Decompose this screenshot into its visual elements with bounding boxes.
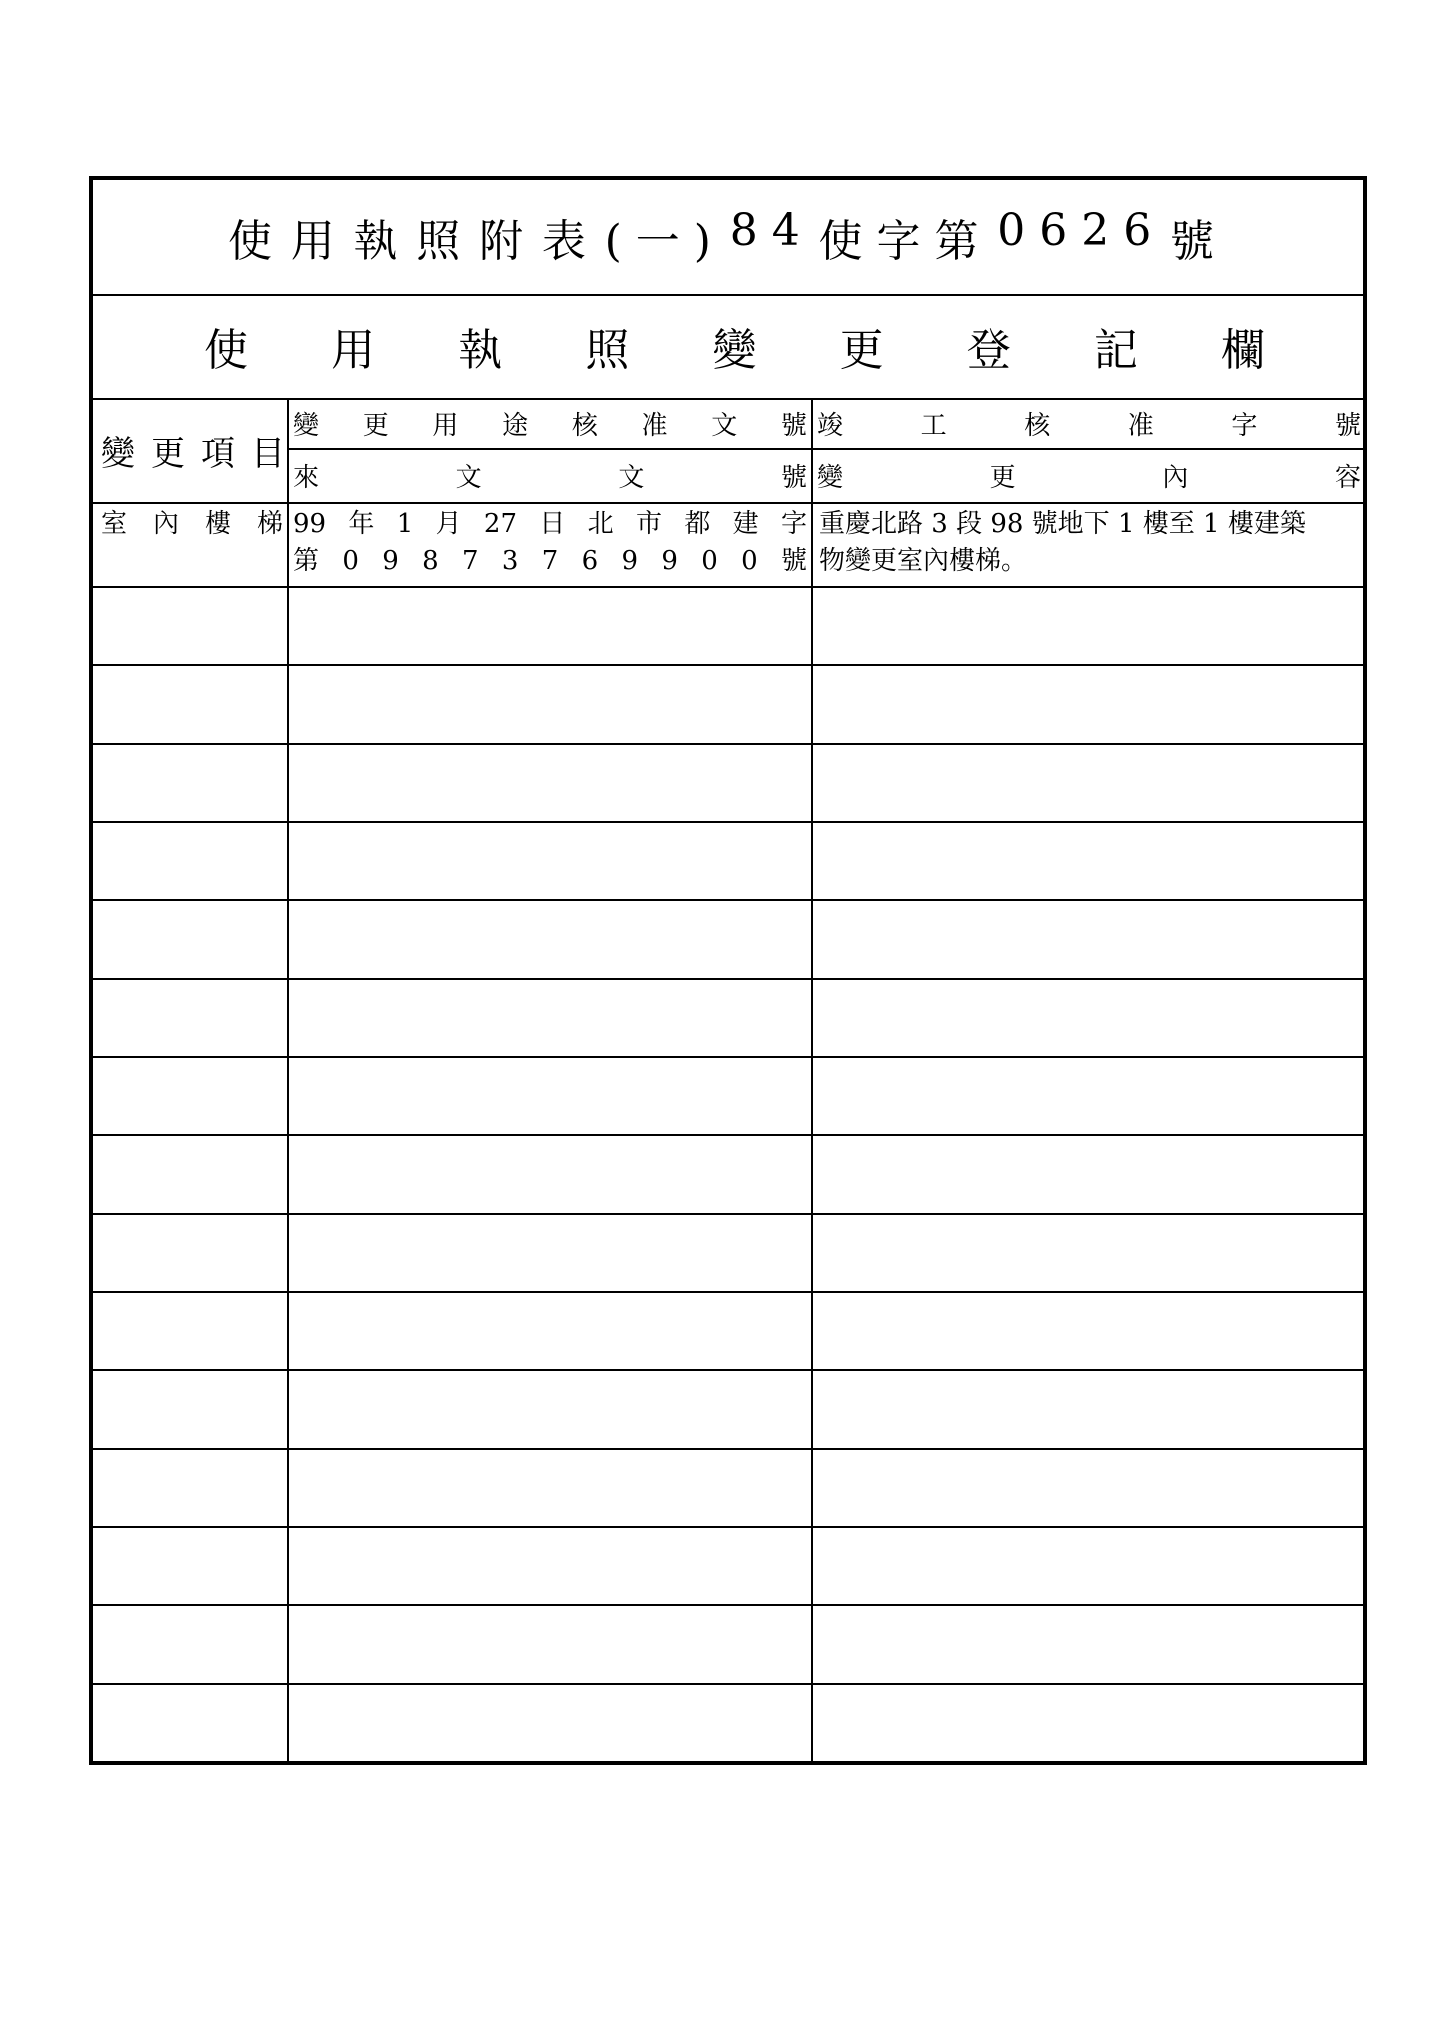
title-char: 附 xyxy=(479,216,538,267)
entry-char: 內 xyxy=(152,509,179,539)
header-completion-no xyxy=(813,398,1365,448)
entry-char: 27 xyxy=(483,509,518,539)
title-char: 表 xyxy=(541,216,600,267)
header-char: 更 xyxy=(362,410,389,441)
subtitle-char: 記 xyxy=(1093,325,1138,376)
header-char: 文 xyxy=(711,410,738,441)
entry-char: 6 xyxy=(581,546,599,576)
subtitle-char: 用 xyxy=(331,325,376,376)
entry-char: 樓 xyxy=(204,509,231,539)
title-char: 使字第 xyxy=(818,216,993,267)
header-char: 工 xyxy=(920,410,947,441)
entry-char: 9 xyxy=(661,546,678,576)
content-line-1: 重慶北路 3 段 98 號地下 1 樓至 1 樓建築 xyxy=(819,509,1306,539)
grid-line xyxy=(93,1448,1367,1450)
subtitle-char: 欄 xyxy=(1221,325,1265,376)
grid-line xyxy=(93,1213,1367,1215)
subtitle-char: 更 xyxy=(839,325,884,376)
entry-char: 號 xyxy=(780,546,807,576)
grid-line xyxy=(93,1369,1367,1371)
header-char: 字 xyxy=(1231,410,1258,441)
entry-char: 1 xyxy=(396,509,414,539)
header-char: 核 xyxy=(1024,410,1051,441)
grid-line xyxy=(93,1604,1367,1606)
header-incoming-no xyxy=(289,450,811,500)
entry-char: 都 xyxy=(684,509,711,539)
content-line-2: 物變更室內樓梯。 xyxy=(819,546,1028,576)
title-char: 84 xyxy=(729,205,814,256)
grid-line xyxy=(93,664,1367,666)
entry-char: 年 xyxy=(348,509,375,539)
header-char: 核 xyxy=(571,410,598,441)
entry-item xyxy=(97,502,287,586)
header-char: 更 xyxy=(151,433,185,474)
grid-line xyxy=(93,1683,1367,1685)
entry-char: 第 xyxy=(293,546,320,576)
grid-line xyxy=(811,398,813,1761)
header-char: 竣 xyxy=(817,410,844,441)
grid-line xyxy=(93,1134,1367,1136)
title-char: 使 xyxy=(228,216,286,267)
header-char: 文 xyxy=(455,462,482,493)
entry-char: 0 xyxy=(701,546,718,576)
grid-line xyxy=(93,586,1367,588)
form-title xyxy=(93,180,1363,296)
entry-char: 8 xyxy=(422,546,439,576)
entry-char: 市 xyxy=(635,509,662,539)
entry-char: 字 xyxy=(780,509,807,539)
subtitle-char: 變 xyxy=(712,325,757,376)
header-change-item xyxy=(99,398,287,502)
header-char: 更 xyxy=(989,462,1016,493)
grid-line xyxy=(93,502,1367,504)
grid-line xyxy=(93,1291,1367,1293)
grid-line xyxy=(93,743,1367,745)
entry-char: 9 xyxy=(621,546,639,576)
title-char: 0626 xyxy=(997,205,1166,256)
grid-line xyxy=(93,899,1367,901)
entry-char: 建 xyxy=(732,509,759,539)
subtitle-char: 登 xyxy=(966,325,1011,376)
entry-char: 北 xyxy=(587,509,614,539)
change-register-form xyxy=(89,176,1367,1765)
entry-char: 月 xyxy=(435,509,462,539)
subtitle-char: 使 xyxy=(204,325,248,376)
header-char: 項 xyxy=(201,433,235,474)
header-char: 號 xyxy=(1334,410,1361,441)
title-char: 執 xyxy=(353,216,412,267)
header-approval-no xyxy=(289,398,811,448)
header-char: 目 xyxy=(251,433,285,474)
entry-char: 室 xyxy=(101,509,128,539)
header-char: 號 xyxy=(780,410,807,441)
header-char: 容 xyxy=(1334,462,1361,493)
entry-char: 0 xyxy=(741,546,758,576)
entry-char: 99 xyxy=(293,509,327,539)
header-char: 文 xyxy=(618,462,645,493)
title-char: 照 xyxy=(416,216,475,267)
entry-document-number xyxy=(289,502,811,586)
grid-line xyxy=(93,1056,1367,1058)
header-char: 准 xyxy=(641,410,668,441)
header-char: 准 xyxy=(1127,410,1154,441)
grid-line xyxy=(287,398,289,1761)
header-char: 途 xyxy=(502,410,529,441)
header-char: 變 xyxy=(101,433,135,474)
grid-line xyxy=(93,821,1367,823)
header-char: 來 xyxy=(293,462,320,493)
grid-line xyxy=(93,1526,1367,1528)
header-char: 變 xyxy=(817,462,844,493)
title-char: 號 xyxy=(1169,216,1228,267)
header-char: 內 xyxy=(1162,462,1189,493)
entry-char: 梯 xyxy=(256,509,283,539)
header-char: 變 xyxy=(293,410,320,441)
subtitle-char: 照 xyxy=(585,325,630,376)
entry-char: 日 xyxy=(539,509,566,539)
entry-char: 0 xyxy=(342,546,359,576)
header-change-content xyxy=(813,450,1365,500)
form-subtitle xyxy=(93,294,1363,400)
title-char: 用 xyxy=(290,216,349,267)
subtitle-char: 執 xyxy=(458,325,503,376)
grid-line xyxy=(93,978,1367,980)
grid-line xyxy=(287,448,1367,450)
header-char: 號 xyxy=(780,462,807,493)
entry-char: 7 xyxy=(461,546,479,576)
header-char: 用 xyxy=(432,410,459,441)
entry-char: 9 xyxy=(382,546,399,576)
entry-char: 7 xyxy=(541,546,559,576)
entry-change-content xyxy=(813,502,1365,586)
entry-char: 3 xyxy=(501,546,519,576)
title-char: (一) xyxy=(604,216,725,267)
